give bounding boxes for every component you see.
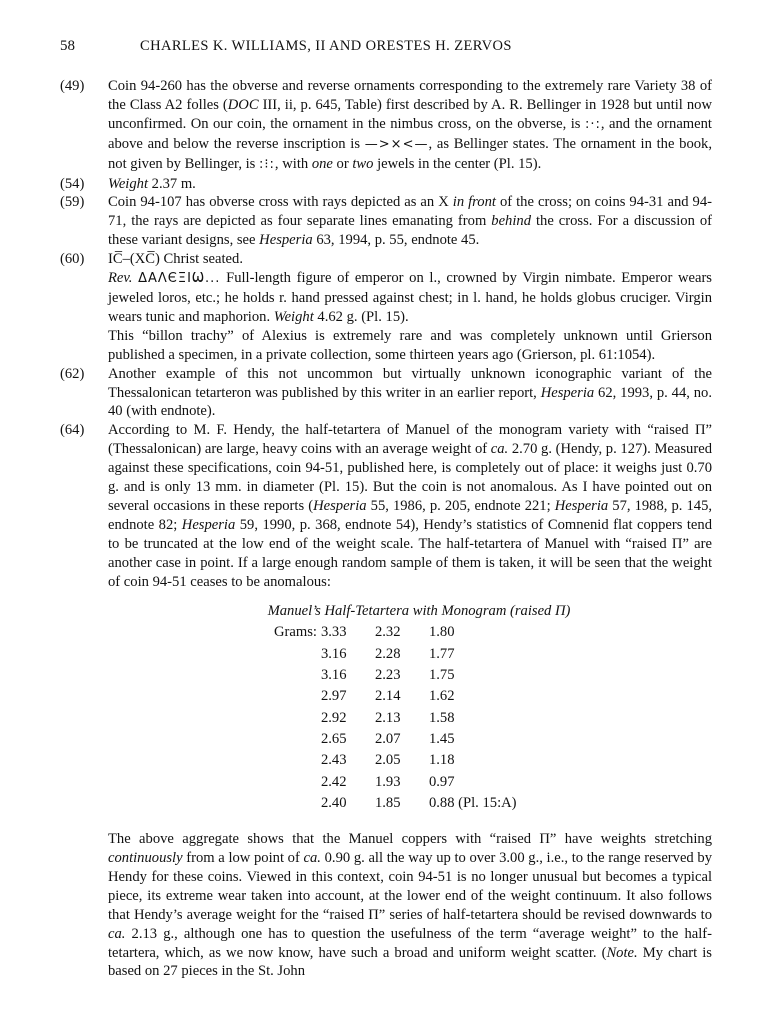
- table-row: [274, 774, 569, 795]
- book-ornament: :⁝:: [259, 156, 275, 172]
- endnote-number: (54): [60, 175, 85, 192]
- closing-paragraph: The above aggregate shows that the Manuel coppers with “raised Π” have weights stretching continuously from a low point of ca. 0.90 g. all the way up to over 3.00 g., i.e., to the range reserved by Hendy for these coins. Viewed in this context, coin 94-51 is no longer unusual but becomes a typical piece, its extreme wear taken into account, at the lower end of the weight continuum. It also follows that Hendy’s average weight for the “raised Π” series of half-tetartera should be revised downwards to ca. 2.13 g., although one has to question the usefulness of the term “average weight” to the half-tetartera, which, as we now know, have such a broad and uniform weight scatter. (Note. My chart is based on 27 pieces in the St. John: [108, 831, 712, 980]
- table-row: [274, 667, 569, 688]
- table-row: [274, 752, 569, 773]
- endnote-body: [108, 250, 712, 364]
- table-label-empty: [274, 710, 321, 731]
- endnote-49: [60, 77, 712, 175]
- weight-table: [274, 624, 569, 816]
- table-label-empty: [274, 731, 321, 752]
- endnote-number: (49): [60, 78, 85, 94]
- table-cell: 1.75: [428, 667, 455, 684]
- table-label-empty: [274, 667, 321, 688]
- table-cell: 2.92: [320, 709, 347, 726]
- endnote-body: Another example of this not uncommon but virtually unknown iconographic variant of the Thessalonican tetarteron was published by this writer in an earlier report, Hesperia 62, 1993, p. 44, no. 40 (with endnote).: [108, 365, 713, 420]
- table-row: [274, 624, 569, 645]
- endnote-54: [60, 175, 712, 194]
- table-cell: 1.77: [428, 645, 455, 662]
- table-cell: 2.65: [320, 730, 347, 747]
- table-row: [274, 688, 569, 709]
- table-label-empty: [274, 646, 321, 667]
- table-cell: 1.58: [428, 709, 455, 726]
- endnote-number: (59): [60, 194, 85, 211]
- obverse-description: IC̅–(XC̅) Christ seated.: [108, 251, 243, 268]
- endnote-body: Weight 2.37 m.: [108, 175, 196, 192]
- endnote-number: (64): [60, 422, 85, 439]
- table-label-empty: [274, 774, 321, 795]
- reverse-description: Rev. ΔΑΛЄΞΙѠ... Full-length figure of emperor on l., crowned by Virgin nimbate. Emperor wears jeweled loros, etc.; he holds r. hand pressed against chest; in l. hand, he holds globus cruciger. Virgin wears tunic and maphorion. Weight 4.62 g. (Pl. 15).: [108, 270, 712, 325]
- table-cell: 2.42: [320, 773, 347, 790]
- table-cell: 1.45: [428, 730, 455, 747]
- table-cell: 2.14: [374, 688, 401, 705]
- table-cell: 1.18: [428, 752, 455, 769]
- page: [60, 38, 712, 981]
- endnote-body: According to M. F. Hendy, the half-tetartera of Manuel of the monogram variety with “raised Π” (Thessalonican) are large, heavy coins with an average weight of ca. 2.70 g. (Hendy, p. 127). Measured against these specifications, coin 94-51, published here, is completely out of place: it weighs just 0.70 g. and is only 13 mm. in diameter (Pl. 15). But the coin is not anomalous. As I have pointed out on several occasions in these reports (Hesperia 55, 1986, p. 205, endnote 221; Hesperia 57, 1988, p. 145, endnote 82; Hesperia 59, 1990, p. 368, endnote 54), Hendy’s statistics of Comnenid flat coppers tend to be truncated at the low end of the weight scale. The half-tetartera of Manuel with “raised Π” are another case in point. If a large enough random sample of them is taken, it will be seen that the weight of coin 94-51 ceases to be anomalous:: [108, 422, 713, 590]
- table-cell: 0.97: [428, 773, 455, 790]
- table-cell: 1.93: [374, 773, 401, 790]
- page-number: 58: [60, 38, 75, 54]
- table-cell: 2.23: [374, 667, 401, 684]
- table-row: [274, 795, 569, 816]
- endnote-64: [60, 421, 712, 591]
- endnote-62: [60, 365, 712, 422]
- endnote-number: (60): [60, 251, 85, 268]
- endnote-number: (62): [60, 365, 85, 382]
- reverse-legend: ΔΑΛЄΞΙѠ...: [138, 271, 221, 287]
- table-cell: 2.05: [374, 752, 401, 769]
- table-cell: 2.13: [374, 709, 401, 726]
- running-head: CHARLES K. WILLIAMS, II AND ORESTES H. ZERVOS: [140, 38, 512, 54]
- table-title: Manuel’s Half-Tetartera with Monogram (raised Π): [267, 603, 571, 620]
- endnotes: [60, 77, 712, 591]
- table-cell: 3.16: [320, 667, 347, 684]
- table-cell: 1.62: [428, 688, 455, 705]
- table-cell: 2.32: [374, 624, 401, 641]
- table-label-empty: [274, 688, 321, 709]
- table-cell: 1.80: [428, 624, 455, 641]
- running-header: [60, 38, 712, 58]
- table-cell: 0.88 (Pl. 15:A): [428, 794, 517, 811]
- table-row: [274, 731, 569, 752]
- endnote-body: Coin 94-107 has obverse cross with rays depicted as an X in front of the cross; on coins 94-31 and 94-71, the rays are depicted as four separate lines emanating from behind the cross. For a discussion of these variant designs, see Hesperia 63, 1994, p. 55, endnote 45.: [108, 194, 712, 249]
- table-label: Grams:: [274, 624, 317, 641]
- table-cell: 2.43: [320, 752, 347, 769]
- table-row: [274, 710, 569, 731]
- endnote-59: [60, 193, 712, 250]
- table-cell: 1.85: [374, 794, 401, 811]
- table-cell: 2.28: [374, 645, 401, 662]
- endnote-paragraph: This “billon trachy” of Alexius is extremely rare and was completely unknown until Grierson published a specimen, in a private collection, some thirteen years ago (Grierson, pl. 61:1054).: [108, 327, 712, 363]
- nimbus-ornament: :·:: [584, 116, 601, 132]
- inscription-ornament: —>×<—: [364, 136, 429, 152]
- table-label-empty: [274, 752, 321, 773]
- endnote-body: Coin 94-260 has the obverse and reverse ornaments corresponding to the extremely rare Variety 38 of the Class A2 folles (DOC III, ii, p. 645, Table) first described by A. R. Bellinger in 1928 but until now unconfirmed. On our coin, the ornament in the nimbus cross, on the obverse, is :·:, and the ornament above and below the reverse inscription is —>×<—, as Bellinger states. The ornament in the book, not given by Bellinger, is :⁝:, with one or two jewels in the center (Pl. 15).: [108, 78, 712, 172]
- table-label-empty: [274, 795, 321, 816]
- endnote-60: [60, 250, 712, 364]
- table-cell: 2.07: [374, 730, 401, 747]
- weight-table-block: [108, 603, 712, 816]
- table-cell: 3.33: [320, 624, 347, 641]
- table-cell: 2.97: [320, 688, 347, 705]
- table-cell: 2.40: [320, 794, 347, 811]
- table-cell: 3.16: [320, 645, 347, 662]
- table-row: [274, 646, 569, 667]
